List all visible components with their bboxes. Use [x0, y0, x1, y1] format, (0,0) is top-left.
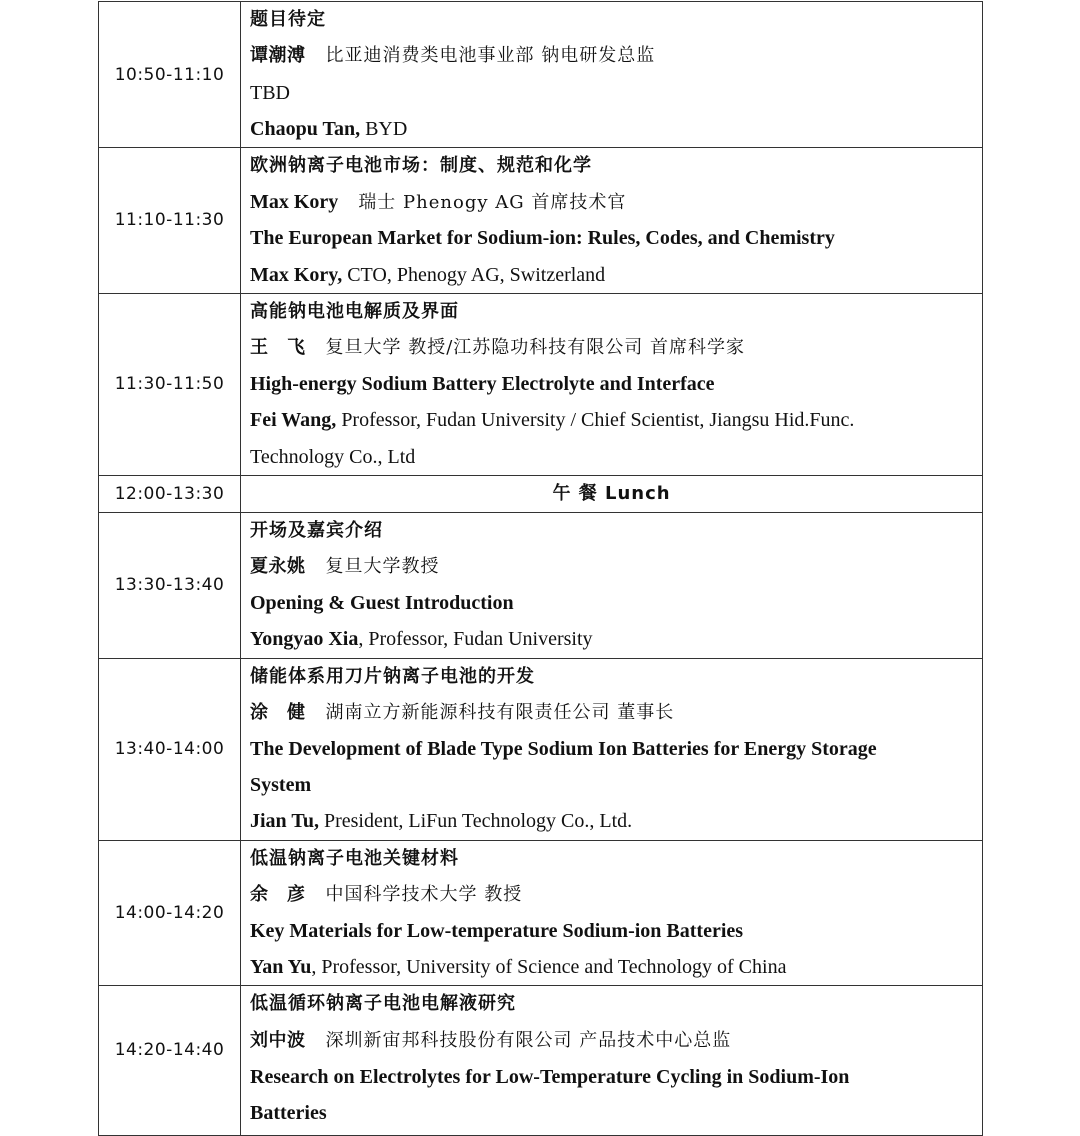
speaker-affiliation-en: Professor, Fudan University / Chief Scientist, Jiangsu Hid.Func.	[336, 409, 855, 432]
english-title: The European Market for Sodium-ion: Rules, Codes, and Chemistry	[250, 227, 835, 250]
chinese-speaker	[250, 549, 982, 585]
speaker-name-cn: Max Kory	[250, 191, 339, 214]
english-title: Research on Electrolytes for Low-Temperature Cycling in Sodium-Ion	[250, 1065, 850, 1088]
speaker-name-en: Jian Tu,	[250, 810, 319, 833]
session-time: 13:40-14:00	[99, 658, 241, 840]
speaker-name-en: Yan Yu	[250, 956, 312, 979]
speaker-name-en: Chaopu Tan,	[250, 117, 361, 140]
chinese-speaker	[250, 184, 982, 220]
session-details	[241, 512, 983, 658]
chinese-title: 储能体系用刀片钠离子电池的开发	[250, 665, 535, 687]
english-speaker	[250, 949, 982, 985]
english-speaker	[250, 803, 982, 839]
session-row	[99, 512, 983, 658]
chinese-speaker	[250, 695, 982, 731]
chinese-speaker	[250, 1023, 982, 1059]
session-time: 14:00-14:20	[99, 840, 241, 986]
english-title: Key Materials for Low-temperature Sodium-ion Batteries	[250, 919, 744, 942]
schedule-table	[98, 1, 983, 1136]
chinese-title: 高能钠电池电解质及界面	[250, 300, 459, 322]
speaker-affiliation-en: , Professor, University of Science and Technology of China	[311, 956, 787, 979]
speaker-affiliation-cn: 湖南立方新能源科技有限责任公司 董事长	[325, 701, 675, 723]
chinese-speaker	[250, 38, 982, 74]
lunch-row	[99, 475, 983, 512]
english-title-continued: Batteries	[250, 1101, 327, 1124]
session-time: 13:30-13:40	[99, 512, 241, 658]
speaker-name-cn: 夏永姚	[250, 556, 306, 578]
session-row	[99, 658, 983, 840]
lunch-label: 午 餐 Lunch	[552, 482, 671, 504]
speaker-name-en: Yongyao Xia	[250, 628, 359, 651]
english-title: Opening & Guest Introduction	[250, 592, 514, 615]
session-row	[99, 840, 983, 986]
session-time: 11:30-11:50	[99, 293, 241, 475]
speaker-affiliation-en: BYD	[360, 117, 408, 140]
session-time: 10:50-11:10	[99, 2, 241, 148]
english-speaker	[250, 402, 982, 438]
speaker-name-en: Fei Wang,	[250, 409, 337, 432]
session-details	[241, 2, 983, 148]
speaker-name-en: Max Kory,	[250, 263, 343, 286]
speaker-affiliation-en: CTO, Phenogy AG, Switzerland	[342, 263, 606, 286]
session-row	[99, 148, 983, 294]
chinese-title: 欧洲钠离子电池市场：制度、规范和化学	[250, 155, 592, 176]
session-time: 14:20-14:40	[99, 986, 241, 1136]
speaker-name-cn: 余 彦	[250, 883, 306, 905]
speaker-name-cn: 王 飞	[250, 336, 306, 358]
session-details	[241, 658, 983, 840]
speaker-affiliation-en: President, LiFun Technology Co., Ltd.	[318, 810, 633, 833]
speaker-affiliation-en-continued: Technology Co., Ltd	[250, 445, 416, 468]
chinese-speaker	[250, 330, 982, 366]
session-details	[241, 986, 983, 1136]
english-title: High-energy Sodium Battery Electrolyte and Interface	[250, 373, 715, 396]
english-speaker	[250, 111, 982, 147]
speaker-affiliation-cn: 比亚迪消费类电池事业部 钠电研发总监	[325, 45, 656, 67]
session-time: 11:10-11:30	[99, 148, 241, 294]
speaker-name-cn: 刘中波	[250, 1029, 306, 1051]
english-speaker	[250, 257, 982, 293]
speaker-affiliation-en: , Professor, Fudan University	[358, 628, 593, 651]
chinese-title: 低温钠离子电池关键材料	[250, 847, 459, 869]
english-speaker	[250, 621, 982, 657]
chinese-title: 题目待定	[250, 9, 326, 31]
session-details	[241, 840, 983, 986]
session-details	[241, 148, 983, 294]
speaker-affiliation-cn: 复旦大学 教授/江苏隐功科技有限公司 首席科学家	[325, 336, 746, 358]
session-details	[241, 293, 983, 475]
session-row	[99, 293, 983, 475]
chinese-title: 开场及嘉宾介绍	[250, 519, 383, 541]
speaker-affiliation-cn: 复旦大学教授	[325, 556, 440, 578]
speaker-affiliation-cn: 深圳新宙邦科技股份有限公司 产品技术中心总监	[325, 1029, 732, 1051]
speaker-name-cn: 谭潮溥	[250, 45, 306, 67]
lunch-cell	[241, 475, 983, 512]
speaker-affiliation-cn: 瑞士 Phenogy AG 首席技术官	[358, 192, 627, 214]
session-row	[99, 2, 983, 148]
session-row	[99, 986, 983, 1136]
speaker-affiliation-cn: 中国科学技术大学 教授	[325, 883, 523, 905]
english-title: The Development of Blade Type Sodium Ion Batteries for Energy Storage	[250, 738, 877, 760]
lunch-time: 12:00-13:30	[99, 475, 241, 512]
english-title: TBD	[250, 81, 290, 104]
speaker-name-cn: 涂 健	[250, 701, 306, 723]
english-title-continued: System	[250, 774, 312, 797]
chinese-title: 低温循环钠离子电池电解液研究	[250, 993, 516, 1015]
chinese-speaker	[250, 877, 982, 913]
